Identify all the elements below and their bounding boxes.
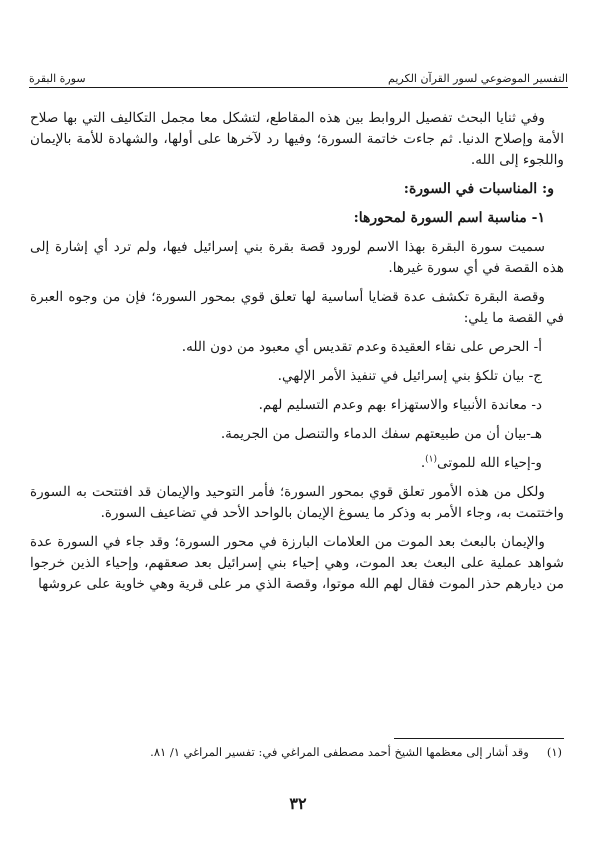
header-book-title: التفسير الموضوعي لسور القرآن الكريم <box>388 72 568 85</box>
running-header <box>29 64 568 86</box>
footnote-rule <box>394 738 564 739</box>
paragraph-intro: وفي ثنايا البحث تفصيل الروابط بين هذه المقاطع، لتشكل معا مجمل التكاليف التي بها صلاح الأمة وإصلاح الدنيا. ثم جاءت خاتمة السورة؛ وفيها رد لآخرها على أولها، والشهادة للأمة بالإيمان واللجوء إلى الله. <box>30 110 564 168</box>
list-item-suffix: . <box>420 455 426 471</box>
footnote-marker: (١) <box>425 454 438 465</box>
subsection-heading: ١- مناسبة اسم السورة لمحورها: <box>353 210 545 226</box>
footnote-number: (١) <box>546 745 562 759</box>
list-item: أ- الحرص على نقاء العقيدة وعدم تقديس أي معبود من دون الله. <box>181 339 542 355</box>
section-heading: و: المناسبات في السورة: <box>403 181 554 197</box>
list-item: د- معاندة الأنبياء والاستهزاء بهم وعدم التسليم لهم. <box>258 397 542 413</box>
paragraph-naming: سميت سورة البقرة بهذا الاسم لورود قصة بقرة بني إسرائيل فيها، ولم ترد أي إشارة إلى هذه القصة في أي سورة غيرها. <box>30 239 564 276</box>
body-text <box>30 108 564 603</box>
paragraph-story: وقصة البقرة تكشف عدة قضايا أساسية لها تعلق قوي بمحور السورة؛ فإن من وجوه العبرة في القصة ما يلي: <box>30 289 564 326</box>
list-item: هـ-بيان أن من طبيعتهم سفك الدماء والتنصل من الجريمة. <box>220 426 542 442</box>
list-item: ج- بيان تلكؤ بني إسرائيل في تنفيذ الأمر الإلهي. <box>277 368 542 384</box>
footnote-text: وقد أشار إلى معظمها الشيخ أحمد مصطفى المراغي في: تفسير المراغي ١/ ٨١. <box>150 745 529 759</box>
list-item <box>30 453 564 474</box>
paragraph-resurrection: والإيمان بالبعث بعد الموت من العلامات البارزة في محور السورة؛ وقد جاء في السورة عدة شواهد عملية على البعث بعد الموت، وهي إحياء بني إسرائيل بعد صعقهم، وإحياء الذين خرجوا من ديارهم حذر الموت فقال لهم الله موتوا، وقصة الذي مر على قرية وهي خاوية على عروشها <box>30 534 564 592</box>
header-rule <box>29 87 568 88</box>
header-surah-name: سورة البقرة <box>29 72 86 85</box>
footnote <box>30 744 562 760</box>
paragraph-conclusion: ولكل من هذه الأمور تعلق قوي بمحور السورة؛ فأمر التوحيد والإيمان قد افتتحت به السورة واختتمت به، وجاء الأمر به وذكر ما يسوغ الإيمان بالواحد الأحد في تضاعيف السورة. <box>30 484 564 521</box>
page-number: ٣٢ <box>289 794 307 813</box>
list-item-text: و-إحياء الله للموتى <box>437 455 542 471</box>
